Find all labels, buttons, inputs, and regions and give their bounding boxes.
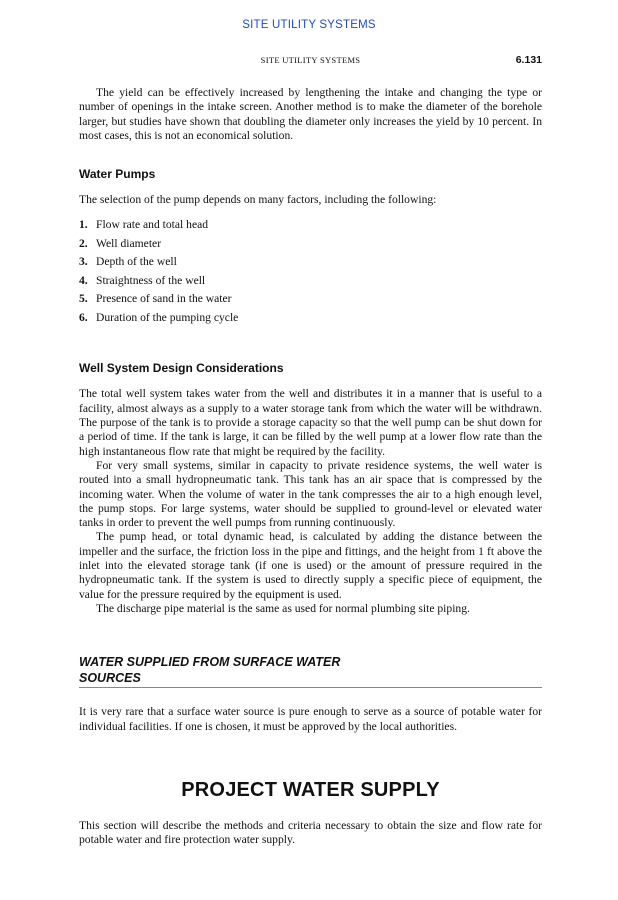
well-design-paragraph: For very small systems, similar in capacity to private residence systems, the well water is routed into a small hydropneumatic tank. This tank has an air space that is compressed by the incoming water. When the volume of water in the tank compresses the air to a high enough level, the pump stops. For large systems, water should be supplied to ground-level or elevated water tanks in order to prevent the well pumps from running continuously. xyxy=(79,458,542,530)
list-item xyxy=(79,290,542,309)
list-item xyxy=(79,216,542,235)
list-item-number: 1. xyxy=(79,218,88,232)
project-water-supply-heading: PROJECT WATER SUPPLY xyxy=(181,778,440,801)
surface-water-paragraph: It is very rare that a surface water source is pure enough to serve as a source of potable water for individual facilities. If one is chosen, it must be approved by the local authorities. xyxy=(79,705,542,733)
water-pumps-lead: The selection of the pump depends on many factors, including the following: xyxy=(79,193,437,207)
well-design-paragraph: The total well system takes water from the well and distributes it in a manner that is useful to a facility, almost always as a supply to a water storage tank from which the water will be withdrawn. The purpose of the tank is to provide a storage capacity so that the well pump can be shut down for a period of time. If the tank is large, it can be filled by the well pump at a lower flow rate than the high instantaneous flow rate that might be required by the facility. xyxy=(79,387,542,458)
list-item xyxy=(79,309,542,328)
well-design-heading: Well System Design Considerations xyxy=(79,361,284,376)
list-item xyxy=(79,235,542,254)
list-item xyxy=(79,272,542,291)
header-title: SITE UTILITY SYSTEMS xyxy=(260,55,361,65)
list-item-text: Flow rate and total head xyxy=(96,218,209,232)
list-item-number: 2. xyxy=(79,236,88,250)
list-item-number: 4. xyxy=(79,273,88,287)
page-number: 6.131 xyxy=(515,54,542,66)
list-item xyxy=(79,253,542,272)
list-item-text: Straightness of the well xyxy=(96,273,206,287)
page-header xyxy=(79,55,542,69)
running-banner: SITE UTILITY SYSTEMS xyxy=(242,19,376,31)
list-item-text: Presence of sand in the water xyxy=(96,292,232,306)
list-item-number: 5. xyxy=(79,292,88,306)
surface-water-heading-line2: SOURCES xyxy=(79,671,141,686)
well-design-paragraph: The discharge pipe material is the same as used for normal plumbing site piping. xyxy=(96,601,470,615)
list-item-text: Depth of the well xyxy=(96,255,177,269)
well-design-body xyxy=(79,387,542,616)
water-pumps-heading: Water Pumps xyxy=(79,167,156,182)
pump-factors-list xyxy=(79,216,542,327)
intro-paragraph: The yield can be effectively increased by lengthening the intake and changing the type or number of openings in the intake screen. Another method is to make the diameter of the borehole larger, but studies have shown that doubling the diameter only increases the yield by 10 percent. In most cases, this is not an economical solution. xyxy=(79,86,542,142)
project-supply-paragraph: This section will describe the methods and criteria necessary to obtain the size and flow rate for potable water and fire protection water supply. xyxy=(79,818,542,847)
list-item-number: 6. xyxy=(79,310,88,324)
surface-water-heading xyxy=(79,654,542,688)
list-item-number: 3. xyxy=(79,255,88,269)
page-content xyxy=(79,86,542,847)
surface-water-heading-line1: WATER SUPPLIED FROM SURFACE WATER xyxy=(79,655,341,670)
list-item-text: Well diameter xyxy=(96,236,162,250)
well-design-paragraph: The pump head, or total dynamic head, is calculated by adding the distance between the impeller and the surface, the friction loss in the pipe and fittings, and the height from 1 ft above the inlet into the elevated storage tank (if one is used) or the amount of pressure required in the hydropneumatic tank. If the system is used to directly supply a specific piece of equipment, the value for the pressure required by the equipment is used. xyxy=(79,530,542,601)
list-item-text: Duration of the pumping cycle xyxy=(96,310,239,324)
